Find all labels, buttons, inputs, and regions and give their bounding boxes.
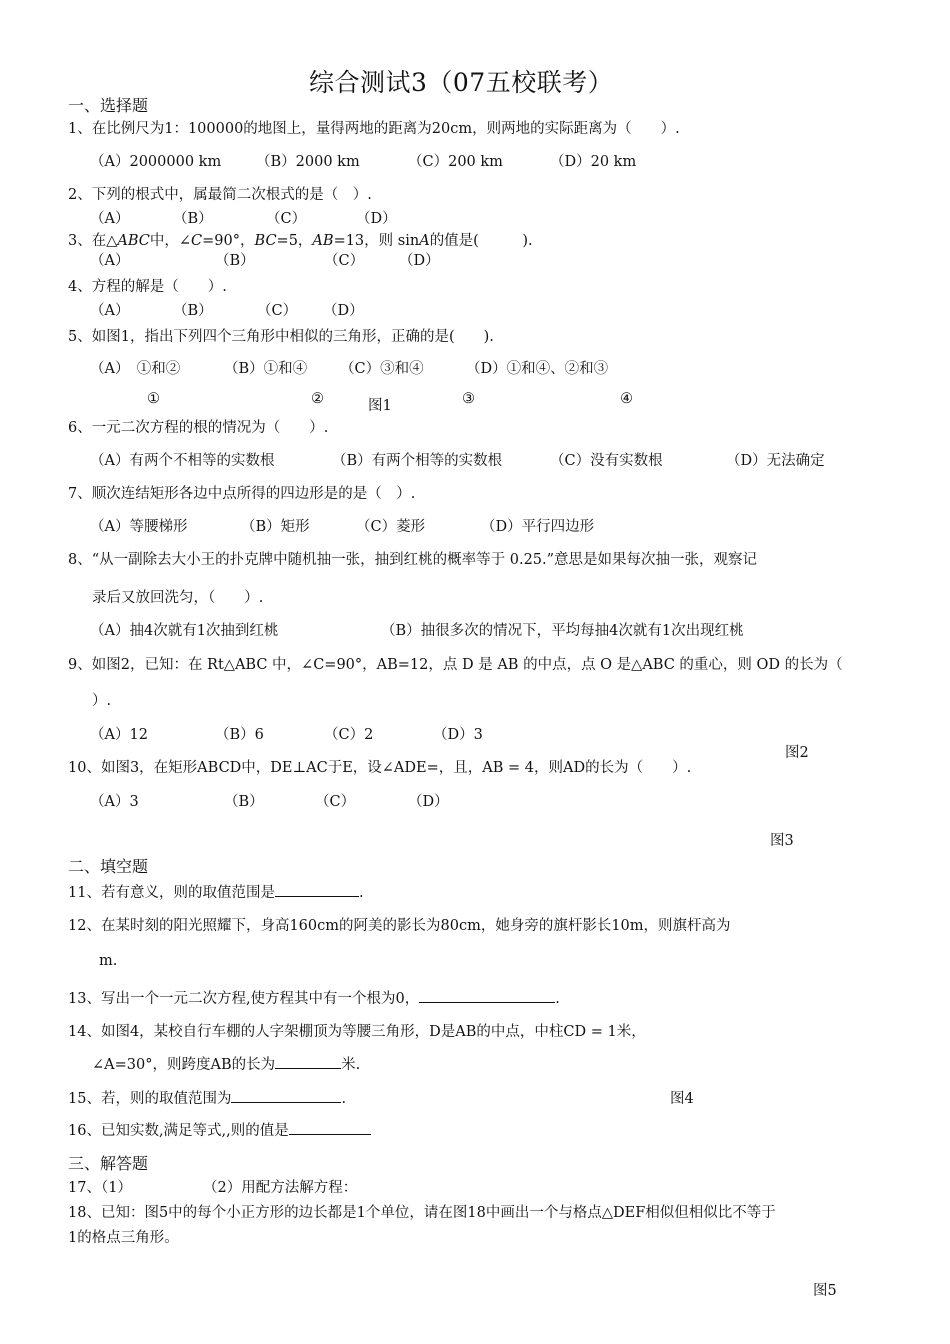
question-6-stem: 6、一元二次方程的根的情况为（ ）.: [68, 420, 329, 436]
question-6-option-b: （B）有两个相等的实数根: [332, 453, 503, 469]
question-4-option-a: （A）: [90, 303, 130, 319]
q3-var-bc: BC: [254, 233, 277, 249]
question-17-part-1: 17、（1）: [68, 1180, 132, 1196]
question-14-end: 米.: [341, 1057, 361, 1073]
question-13-end: .: [555, 991, 560, 1007]
question-10-option-a: （A）3: [90, 794, 139, 810]
question-16: [68, 1119, 371, 1140]
q3-var-ab: AB: [312, 233, 334, 249]
question-2-stem: 2、下列的根式中，属最简二次根式的是（ ）.: [68, 187, 372, 203]
question-9-option-c: （C）2: [324, 727, 374, 743]
figure-2-caption: 图2: [785, 745, 809, 761]
question-15: [68, 1087, 346, 1108]
question-3-option-a: （A）: [90, 253, 130, 269]
figure-5-caption: 图5: [813, 1283, 837, 1299]
question-14-text: ∠A=30°，则跨度AB的长为: [92, 1057, 276, 1073]
q3-text-3: =90°，: [202, 233, 255, 249]
question-5-stem: 5、如图1，指出下列四个三角形中相似的三角形，正确的是( ).: [68, 329, 494, 345]
question-9-option-b: （B）6: [215, 727, 264, 743]
question-8-option-a: （A）抽4次就有1次抽到红桃: [90, 623, 279, 639]
section-heading-solve: 三、解答题: [68, 1154, 149, 1173]
question-13-answer-blank[interactable]: [419, 988, 555, 1003]
q3-text-2: 中，∠: [149, 233, 192, 249]
question-8-option-b: （B）抽很多次的情况下，平均每抽4次就有1次出现红桃: [381, 623, 744, 639]
question-2-option-a: （A）: [90, 211, 130, 227]
question-1-stem: 1、在比例尺为1：100000的地图上，量得两地的距离为20cm，则两地的实际距离为（ ）.: [68, 121, 680, 137]
figure-1-caption: 图1: [368, 398, 392, 414]
question-10-option-c: （C）: [315, 794, 356, 810]
q3-text-1: 3、在△: [68, 233, 118, 249]
question-1-option-c: （C）200 km: [408, 154, 503, 170]
figure-4-caption: 图4: [670, 1091, 694, 1107]
question-5-option-a: （A） ①和②: [90, 361, 181, 377]
question-13: [68, 987, 560, 1008]
question-2-option-c: （C）: [266, 211, 307, 227]
question-6-option-a: （A）有两个不相等的实数根: [90, 453, 275, 469]
question-17-part-2: （2）用配方法解方程：: [203, 1180, 358, 1196]
question-14-line-2: [92, 1053, 360, 1074]
question-2-option-d: （D）: [356, 211, 397, 227]
question-5-option-d: （D）①和④、②和③: [466, 361, 609, 377]
question-1-option-d: （D）20 km: [550, 154, 637, 170]
question-6-option-c: （C）没有实数根: [550, 453, 663, 469]
question-11-answer-blank[interactable]: [275, 882, 359, 897]
question-18-line-2: 1的格点三角形。: [68, 1230, 179, 1246]
question-13-text: 13、写出一个一元二次方程,使方程其中有一个根为0，: [68, 991, 420, 1007]
question-11-end: .: [358, 885, 364, 901]
question-5-option-b: （B）①和④: [224, 361, 308, 377]
question-1-option-b: （B）2000 km: [256, 154, 360, 170]
question-9-stem-line-2: ）.: [92, 693, 112, 709]
question-15-text: 15、若，则的取值范围为: [68, 1091, 232, 1107]
question-6-option-d: （D）无法确定: [726, 453, 825, 469]
question-9-stem-line-1: 9、如图2，已知：在 Rt△ABC 中，∠C=90°，AB=12，点 D 是 AB 的中点，点 O 是△ABC 的重心，则 OD 的长为（: [68, 657, 843, 673]
question-8-stem-line-2: 录后又放回洗匀，（ ）.: [92, 590, 264, 606]
question-4-option-b: （B）: [173, 303, 213, 319]
question-5-option-c: （C）③和④: [340, 361, 424, 377]
question-12-line-2: m.: [99, 953, 118, 969]
figure-1-label-4: ④: [620, 391, 633, 407]
q3-var-abc: ABC: [117, 233, 150, 249]
question-3-stem: [68, 229, 533, 250]
page-title: 综合测试3（07五校联考）: [309, 68, 614, 97]
question-4-stem: 4、方程的解是（ ）.: [68, 279, 227, 295]
question-2-option-b: （B）: [173, 211, 213, 227]
question-1-option-a: （A）2000000 km: [90, 154, 222, 170]
question-3-option-b: （B）: [215, 253, 255, 269]
question-11: [68, 881, 364, 902]
question-4-option-c: （C）: [257, 303, 298, 319]
question-14-line-1: 14、如图4，某校自行车棚的人字架棚顶为等腰三角形，D是AB的中点，中柱CD = 1米，: [68, 1024, 646, 1040]
question-15-answer-blank[interactable]: [231, 1088, 341, 1103]
question-10-stem: 10、如图3，在矩形ABCD中，DE⊥AC于E，设∠ADE=，且，AB = 4，则AD的长为（ ）.: [68, 760, 692, 776]
question-7-option-c: （C）菱形: [356, 519, 426, 535]
question-16-answer-blank[interactable]: [289, 1120, 371, 1135]
question-18-line-1: 18、已知：图5中的每个小正方形的边长都是1个单位，请在图18中画出一个与格点△DEF相似但相似比不等于: [68, 1205, 776, 1221]
question-3-option-c: （C）: [324, 253, 365, 269]
question-4-option-d: （D）: [323, 303, 364, 319]
question-15-end: .: [341, 1091, 347, 1107]
question-7-stem: 7、顺次连结矩形各边中点所得的四边形是的是（ ）.: [68, 486, 416, 502]
question-7-option-a: （A）等腰梯形: [90, 519, 188, 535]
question-16-text: 16、已知实数,满足等式,,则的值是: [68, 1123, 289, 1139]
question-3-option-d: （D）: [399, 253, 440, 269]
figure-1-label-1: ①: [147, 391, 160, 407]
question-10-option-d: （D）: [408, 794, 449, 810]
figure-1-label-2: ②: [311, 391, 324, 407]
question-7-option-b: （B）矩形: [241, 519, 310, 535]
q3-var-c: C: [191, 233, 203, 249]
question-9-option-a: （A）12: [90, 727, 148, 743]
question-10-option-b: （B）: [224, 794, 264, 810]
question-14-answer-blank[interactable]: [275, 1054, 341, 1069]
question-11-text: 11、若有意义，则的取值范围是: [68, 885, 275, 901]
q3-text-4: =5，: [276, 233, 313, 249]
section-heading-choice: 一、选择题: [68, 96, 149, 115]
question-12-line-1: 12、在某时刻的阳光照耀下，身高160cm的阿美的影长为80cm，她身旁的旗杆影长10m，则旗杆高为: [68, 918, 731, 934]
question-9-option-d: （D）3: [433, 727, 483, 743]
q3-var-a: A: [419, 233, 430, 249]
q3-text-6: 的值是( ).: [429, 233, 533, 249]
q3-text-5: =13，则 sin: [333, 233, 420, 249]
figure-1-label-3: ③: [462, 391, 475, 407]
figure-3-caption: 图3: [770, 833, 794, 849]
question-7-option-d: （D）平行四边形: [481, 519, 595, 535]
question-8-stem-line-1: 8、“从一副除去大小王的扑克牌中随机抽一张，抽到红桃的概率等于 0.25.”意思是如果每次抽一张，观察记: [68, 552, 758, 568]
section-heading-fill: 二、填空题: [68, 857, 149, 876]
